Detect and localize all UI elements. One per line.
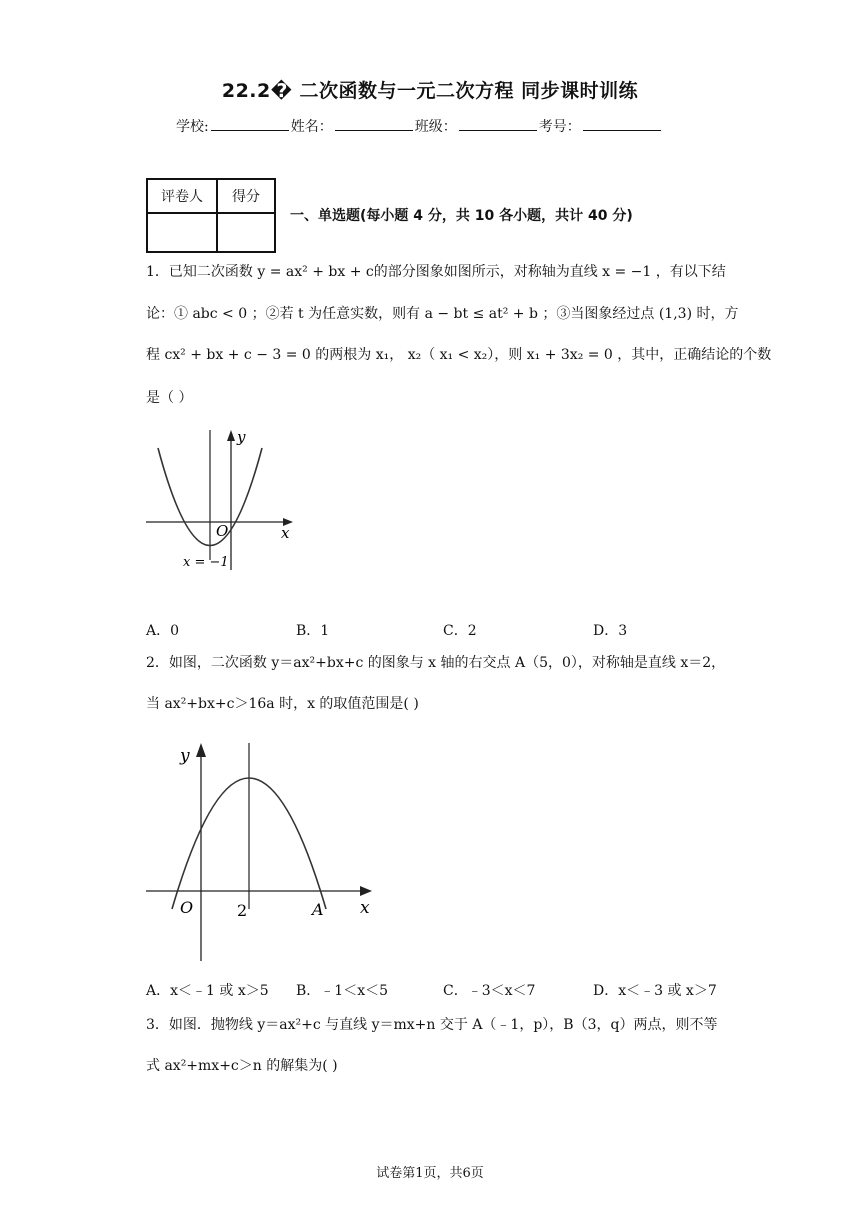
q1-graph bbox=[140, 420, 310, 580]
q1-choice-a[interactable]: A．0 bbox=[146, 623, 180, 639]
q2-tick-label: 2 bbox=[237, 901, 248, 920]
q1-y-arrow-icon bbox=[227, 430, 235, 441]
q1-choice-b[interactable]: B．1 bbox=[296, 623, 330, 639]
reviewer-header: 评卷人 bbox=[147, 179, 217, 213]
q2-y-arrow-icon bbox=[196, 743, 206, 757]
q2-graph bbox=[140, 735, 390, 970]
q1-origin-label: O bbox=[216, 522, 229, 540]
q2-line-2: 当 ax²+bx+c＞16a 时，x 的取值范围是( ) bbox=[146, 696, 419, 712]
q1-line-3: 程 cx² + bx + c − 3 = 0 的两根为 x₁， x₂（ x₁ < x₂），则 x₁ + 3x₂ = 0 ，其中，正确结论的个数 bbox=[146, 347, 772, 363]
name-field[interactable] bbox=[335, 118, 413, 131]
q2-x-label: x bbox=[360, 898, 370, 918]
school-field[interactable] bbox=[211, 118, 289, 131]
q3-line-1: 3．如图．抛物线 y＝ax²+c 与直线 y＝mx+n 交于 A（﹣1，p），B（3，q）两点，则不等 bbox=[146, 1017, 718, 1033]
q2-choice-d[interactable]: D．x＜﹣3 或 x＞7 bbox=[593, 983, 717, 999]
student-info-line bbox=[176, 116, 663, 136]
q2-origin-label: O bbox=[180, 898, 194, 917]
grade-table bbox=[146, 178, 276, 253]
q2-choice-b[interactable]: B．﹣1＜x＜5 bbox=[296, 983, 388, 999]
class-field[interactable] bbox=[459, 118, 537, 131]
q1-y-label: y bbox=[237, 428, 246, 446]
score-header: 得分 bbox=[217, 179, 275, 213]
q1-line-2: 论：① abc < 0 ；②若 t 为任意实数，则有 a − bt ≤ at² + b ；③当图象经过点 (1,3) 时，方 bbox=[146, 306, 739, 322]
id-label: 考号： bbox=[538, 119, 581, 135]
school-label: 学校: bbox=[176, 119, 209, 135]
q1-symmetry-label: x = −1 bbox=[183, 555, 229, 570]
page-footer: 试卷第1页，共6页 bbox=[376, 1166, 484, 1181]
q2-point-a-label: A bbox=[312, 900, 324, 919]
class-label: 班级： bbox=[414, 119, 457, 135]
id-field[interactable] bbox=[583, 118, 661, 131]
score-cell[interactable] bbox=[217, 213, 275, 252]
q1-choice-d[interactable]: D．3 bbox=[593, 623, 628, 639]
q3-line-2: 式 ax²+mx+c＞n 的解集为( ) bbox=[146, 1058, 338, 1074]
q1-line-4: 是（ ） bbox=[146, 390, 193, 406]
q2-x-arrow-icon bbox=[360, 886, 372, 896]
name-label: 姓名： bbox=[290, 119, 333, 135]
q1-x-label: x bbox=[281, 524, 290, 542]
reviewer-cell[interactable] bbox=[147, 213, 217, 252]
q2-line-1: 2．如图，二次函数 y＝ax²+bx+c 的图象与 x 轴的右交点 A（5，0），对称轴是直线 x＝2， bbox=[146, 655, 726, 671]
q1-line-1: 1．已知二次函数 y = ax² + bx + c的部分图象如图所示，对称轴为直线 x = −1 ，有以下结 bbox=[146, 264, 726, 280]
q1-choice-c[interactable]: C．2 bbox=[443, 623, 477, 639]
page-title: 22.2� 二次函数与一元二次方程 同步课时训练 bbox=[221, 80, 639, 102]
section-title: 一、单选题(每小题 4 分，共 10 各小题，共计 40 分) bbox=[290, 208, 633, 224]
q2-choice-a[interactable]: A．x＜﹣1 或 x＞5 bbox=[146, 983, 269, 999]
q2-y-label: y bbox=[180, 746, 190, 766]
q2-choice-c[interactable]: C．﹣3＜x＜7 bbox=[443, 983, 536, 999]
